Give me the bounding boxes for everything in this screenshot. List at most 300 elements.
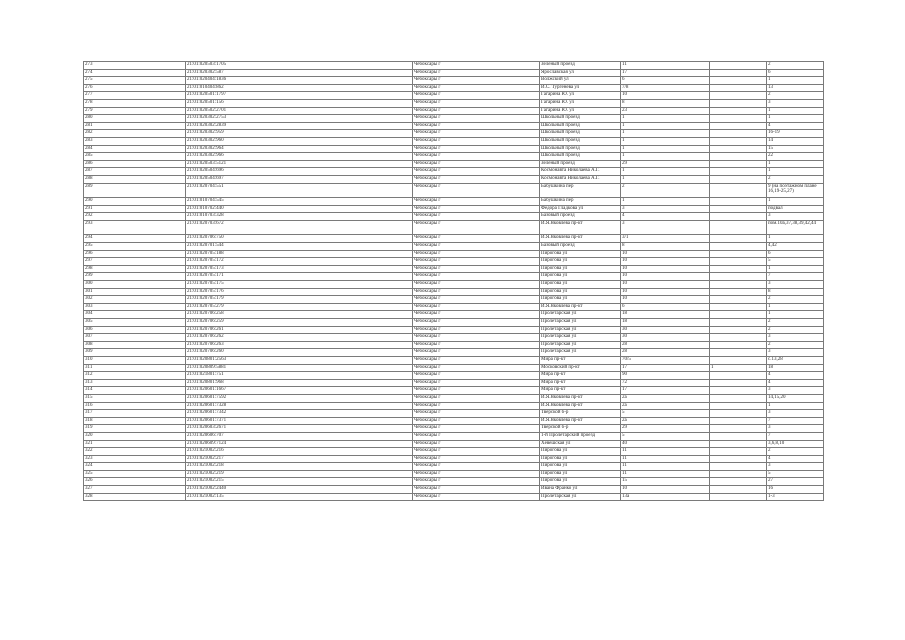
apartment-cell: 16 <box>767 486 824 494</box>
house-cell: 17 <box>621 364 710 372</box>
apartment-cell: 4 <box>767 379 824 387</box>
building-cell <box>710 478 767 486</box>
building-cell <box>710 92 767 100</box>
table-row <box>84 478 824 486</box>
street-cell: Ярославская ул <box>540 69 621 77</box>
row-number-cell: 274 <box>84 69 186 77</box>
cadastral-number-cell: 21:01:010703:328 <box>186 213 413 221</box>
row-number-cell: 302 <box>84 296 186 304</box>
cadastral-number-cell: 21:01:010704:545 <box>186 198 413 206</box>
row-number-cell: 289 <box>84 183 186 198</box>
cadastral-number-cell: 21:01:020404:1836 <box>186 77 413 85</box>
row-number-cell: 300 <box>84 281 186 289</box>
street-cell: Пролетарская ул <box>540 311 621 319</box>
row-number-cell: 314 <box>84 387 186 395</box>
building-cell <box>710 463 767 471</box>
building-cell <box>710 220 767 235</box>
table-row <box>84 394 824 402</box>
city-cell: Чебоксары г <box>413 402 540 410</box>
street-cell: Пирогова ул <box>540 296 621 304</box>
row-number-cell: 303 <box>84 303 186 311</box>
row-number-cell: 298 <box>84 265 186 273</box>
apartment-cell: 1-3 <box>767 493 824 501</box>
city-cell: Чебоксары г <box>413 62 540 70</box>
house-cell: 8 <box>621 99 710 107</box>
house-cell: 2а <box>621 394 710 402</box>
cadastral-number-cell: 21:01:020503:5121 <box>186 160 413 168</box>
house-cell: 7/8 <box>621 84 710 92</box>
apartment-cell: 3 <box>767 387 824 395</box>
street-cell: Пирогова ул <box>540 478 621 486</box>
street-cell: Пирогова ул <box>540 455 621 463</box>
house-cell: 30 <box>621 334 710 342</box>
cadastral-number-cell: 21:01:020705:175 <box>186 281 413 289</box>
street-cell: Пролетарская ул <box>540 341 621 349</box>
city-cell: Чебоксары г <box>413 478 540 486</box>
table-row <box>84 311 824 319</box>
building-cell <box>710 84 767 92</box>
apartment-cell: 7 <box>767 417 824 425</box>
cadastral-number-cell: 21:01:020502:2701 <box>186 107 413 115</box>
building-cell <box>710 175 767 183</box>
city-cell: Чебоксары г <box>413 326 540 334</box>
building-cell <box>710 250 767 258</box>
table-row <box>84 250 824 258</box>
house-cell: 30 <box>621 326 710 334</box>
row-number-cell: 324 <box>84 463 186 471</box>
building-cell <box>710 183 767 198</box>
table-row <box>84 387 824 395</box>
apartment-cell: 2 <box>767 448 824 456</box>
building-cell <box>710 425 767 433</box>
house-cell: 1 <box>621 137 710 145</box>
table-row <box>84 334 824 342</box>
apartment-cell: 3 <box>767 99 824 107</box>
building-cell <box>710 470 767 478</box>
cadastral-number-cell: 21:01:010404:862 <box>186 84 413 92</box>
table-row <box>84 364 824 372</box>
table-row <box>84 425 824 433</box>
city-cell: Чебоксары г <box>413 130 540 138</box>
row-number-cell: 295 <box>84 243 186 251</box>
table-row <box>84 265 824 273</box>
table-row <box>84 183 824 198</box>
building-cell <box>710 99 767 107</box>
table-row <box>84 243 824 251</box>
table-row <box>84 296 824 304</box>
city-cell: Чебоксары г <box>413 455 540 463</box>
row-number-cell: 278 <box>84 99 186 107</box>
apartment-cell: 3 <box>767 410 824 418</box>
house-cell: 8 <box>621 243 710 251</box>
city-cell: Чебоксары г <box>413 448 540 456</box>
row-number-cell: 319 <box>84 425 186 433</box>
house-cell: 11 <box>621 448 710 456</box>
city-cell: Чебоксары г <box>413 122 540 130</box>
row-number-cell: 281 <box>84 122 186 130</box>
building-cell <box>710 168 767 176</box>
house-cell: 1 <box>621 198 710 206</box>
house-cell: 1 <box>621 145 710 153</box>
street-cell: И.Я.Яковлева пр-кт <box>540 417 621 425</box>
city-cell: Чебоксары г <box>413 311 540 319</box>
apartment-cell: 1 <box>767 77 824 85</box>
house-cell: 10 <box>621 265 710 273</box>
building-cell <box>710 153 767 161</box>
house-cell: 10 <box>621 288 710 296</box>
row-number-cell: 305 <box>84 319 186 327</box>
building-cell <box>710 448 767 456</box>
street-cell: Мира пр-кт <box>540 356 621 364</box>
apartment-cell: 1 <box>767 115 824 123</box>
row-number-cell: 306 <box>84 326 186 334</box>
street-cell: Школьный проезд <box>540 145 621 153</box>
house-cell: 1 <box>621 115 710 123</box>
building-cell <box>710 303 767 311</box>
street-cell: Гагарина Ю. ул <box>540 92 621 100</box>
street-cell: Мира пр-кт <box>540 387 621 395</box>
building-cell: 1 <box>710 364 767 372</box>
cadastral-number-cell: 21:01:020705:188 <box>186 250 413 258</box>
cadastral-number-cell: 21:01:020705:171 <box>186 273 413 281</box>
apartment-cell: 4 <box>767 455 824 463</box>
street-cell: Пирогова ул <box>540 281 621 289</box>
table-row <box>84 145 824 153</box>
table-row <box>84 349 824 357</box>
table-row <box>84 273 824 281</box>
apartment-cell: 3 <box>767 425 824 433</box>
house-cell: 10 <box>621 296 710 304</box>
apartment-cell: 3 <box>767 213 824 221</box>
city-cell: Чебоксары г <box>413 145 540 153</box>
row-number-cell: 286 <box>84 160 186 168</box>
building-cell <box>710 137 767 145</box>
building-cell <box>710 130 767 138</box>
registry-table-body <box>84 62 824 501</box>
building-cell <box>710 356 767 364</box>
cadastral-number-cell: 21:01:020302:964 <box>186 145 413 153</box>
house-cell: 17 <box>621 387 710 395</box>
building-cell <box>710 160 767 168</box>
street-cell: Школьный проезд <box>540 115 621 123</box>
street-cell: Волжский ул <box>540 77 621 85</box>
city-cell: Чебоксары г <box>413 486 540 494</box>
cadastral-number-cell: 21:01:020601:7342 <box>186 410 413 418</box>
apartment-cell: 1 <box>767 311 824 319</box>
cadastral-number-cell: 21:01:020302:2839 <box>186 122 413 130</box>
house-cell: 1 <box>621 130 710 138</box>
street-cell: И.Я.Яковлева пр-кт <box>540 220 621 235</box>
cadastral-number-cell: 21:01:020706:263 <box>186 341 413 349</box>
cadastral-number-cell: 21:01:021801:751 <box>186 372 413 380</box>
apartment-cell: 7 <box>767 432 824 440</box>
building-cell <box>710 387 767 395</box>
apartment-cell: 1 <box>767 303 824 311</box>
table-row <box>84 463 824 471</box>
building-cell <box>710 258 767 266</box>
apartment-cell: 3 <box>767 463 824 471</box>
cadastral-number-cell: 21:01:020706:262 <box>186 334 413 342</box>
table-row <box>84 137 824 145</box>
street-cell: Московский пр-кт <box>540 364 621 372</box>
apartment-cell: подвал <box>767 205 824 213</box>
city-cell: Чебоксары г <box>413 394 540 402</box>
row-number-cell: 323 <box>84 455 186 463</box>
house-cell: 40 <box>621 440 710 448</box>
house-cell: 10 <box>621 92 710 100</box>
row-number-cell: 317 <box>84 410 186 418</box>
building-cell <box>710 326 767 334</box>
apartment-cell: 5 <box>767 258 824 266</box>
street-cell: Пролетарская ул <box>540 349 621 357</box>
city-cell: Чебоксары г <box>413 183 540 198</box>
table-row <box>84 356 824 364</box>
apartment-cell: 2 <box>767 175 824 183</box>
row-number-cell: 326 <box>84 478 186 486</box>
house-cell: 10 <box>621 258 710 266</box>
apartment-cell: 15 <box>767 145 824 153</box>
house-cell: 10 <box>621 250 710 258</box>
cadastral-number-cell: 21:01:020302:959 <box>186 130 413 138</box>
row-number-cell: 291 <box>84 205 186 213</box>
row-number-cell: 277 <box>84 92 186 100</box>
row-number-cell: 328 <box>84 493 186 501</box>
apartment-cell: 3 <box>767 281 824 289</box>
house-cell: 10 <box>621 486 710 494</box>
cadastral-number-cell: 21:01:020704:551 <box>186 183 413 198</box>
city-cell: Чебоксары г <box>413 92 540 100</box>
building-cell <box>710 115 767 123</box>
cadastral-number-cell: 21:01:020705:172 <box>186 258 413 266</box>
city-cell: Чебоксары г <box>413 220 540 235</box>
apartment-cell: с.13,28 <box>767 356 824 364</box>
house-cell: 3 <box>621 220 710 235</box>
cadastral-number-cell: 21:01:020705:176 <box>186 288 413 296</box>
table-row <box>84 198 824 206</box>
table-row <box>84 402 824 410</box>
street-cell: Базовый проезд <box>540 213 621 221</box>
street-cell: Пирогова ул <box>540 288 621 296</box>
apartment-cell: 22 <box>767 153 824 161</box>
house-cell: 11 <box>621 470 710 478</box>
table-row <box>84 432 824 440</box>
row-number-cell: 280 <box>84 115 186 123</box>
building-cell <box>710 69 767 77</box>
city-cell: Чебоксары г <box>413 243 540 251</box>
street-cell: Пролетарская ул <box>540 334 621 342</box>
row-number-cell: 327 <box>84 486 186 494</box>
table-row <box>84 486 824 494</box>
house-cell: 5 <box>621 410 710 418</box>
cadastral-number-cell: 21:01:020809:5881 <box>186 364 413 372</box>
house-cell: 1 <box>621 175 710 183</box>
row-number-cell: 275 <box>84 77 186 85</box>
city-cell: Чебоксары г <box>413 115 540 123</box>
apartment-cell: 4,42 <box>767 243 824 251</box>
building-cell <box>710 145 767 153</box>
building-cell <box>710 379 767 387</box>
building-cell <box>710 213 767 221</box>
cadastral-number-cell: 21:01:021002:217 <box>186 455 413 463</box>
street-cell: 1-й Пролетарский проезд <box>540 432 621 440</box>
street-cell: И.Я.Яковлева пр-кт <box>540 394 621 402</box>
building-cell <box>710 493 767 501</box>
city-cell: Чебоксары г <box>413 137 540 145</box>
cadastral-number-cell: 21:01:020705:279 <box>186 303 413 311</box>
cadastral-number-cell: 21:01:020701:544 <box>186 243 413 251</box>
row-number-cell: 313 <box>84 379 186 387</box>
city-cell: Чебоксары г <box>413 281 540 289</box>
city-cell: Чебоксары г <box>413 168 540 176</box>
building-cell <box>710 122 767 130</box>
apartment-cell: 3 <box>767 334 824 342</box>
building-cell <box>710 296 767 304</box>
building-cell <box>710 394 767 402</box>
row-number-cell: 301 <box>84 288 186 296</box>
city-cell: Чебоксары г <box>413 387 540 395</box>
city-cell: Чебоксары г <box>413 410 540 418</box>
city-cell: Чебоксары г <box>413 440 540 448</box>
row-number-cell: 308 <box>84 341 186 349</box>
building-cell <box>710 372 767 380</box>
street-cell: Мира пр-кт <box>540 379 621 387</box>
cadastral-number-cell: 21:01:020603:2671 <box>186 425 413 433</box>
apartment-cell: 14 <box>767 137 824 145</box>
cadastral-number-cell: 21:01:020606:707 <box>186 432 413 440</box>
building-cell <box>710 288 767 296</box>
street-cell: И.Я.Яковлева пр-кт <box>540 303 621 311</box>
apartment-cell: 1 <box>767 402 824 410</box>
city-cell: Чебоксары г <box>413 99 540 107</box>
street-cell: Школьный проезд <box>540 130 621 138</box>
street-cell: Зеленый проезд <box>540 62 621 70</box>
row-number-cell: 287 <box>84 168 186 176</box>
row-number-cell: 284 <box>84 145 186 153</box>
apartment-cell: 27 <box>767 478 824 486</box>
building-cell <box>710 349 767 357</box>
city-cell: Чебоксары г <box>413 213 540 221</box>
city-cell: Чебоксары г <box>413 470 540 478</box>
row-number-cell: 321 <box>84 440 186 448</box>
street-cell: Бабушкина пер <box>540 198 621 206</box>
house-cell: 2а <box>621 402 710 410</box>
street-cell: И.Я.Яковлева пр-кт <box>540 402 621 410</box>
table-row <box>84 440 824 448</box>
table-row <box>84 258 824 266</box>
apartment-cell: 3,6,8,10 <box>767 440 824 448</box>
building-cell <box>710 417 767 425</box>
house-cell: 2а <box>621 417 710 425</box>
building-cell <box>710 107 767 115</box>
street-cell: Тверской б-р <box>540 425 621 433</box>
row-number-cell: 320 <box>84 432 186 440</box>
cadastral-number-cell: 21:01:020601:7371 <box>186 417 413 425</box>
table-row <box>84 205 824 213</box>
cadastral-number-cell: 21:01:010702:440 <box>186 205 413 213</box>
house-cell: 1 <box>621 153 710 161</box>
street-cell: Космонавта Николаева А.Г. <box>540 168 621 176</box>
building-cell <box>710 77 767 85</box>
street-cell: Пирогова ул <box>540 463 621 471</box>
row-number-cell: 309 <box>84 349 186 357</box>
apartment-cell: 14,15,20 <box>767 394 824 402</box>
table-row <box>84 99 824 107</box>
cadastral-number-cell: 21:01:021002:218 <box>186 463 413 471</box>
city-cell: Чебоксары г <box>413 493 540 501</box>
house-cell: 28 <box>621 341 710 349</box>
house-cell: 29 <box>621 160 710 168</box>
cadastral-number-cell: 21:01:020706:258 <box>186 311 413 319</box>
table-row <box>84 175 824 183</box>
street-cell: Пролетарская ул <box>540 319 621 327</box>
house-cell: 6 <box>621 77 710 85</box>
cadastral-number-cell: 21:01:021002:215 <box>186 478 413 486</box>
cadastral-number-cell: 21:01:020703:672 <box>186 220 413 235</box>
city-cell: Чебоксары г <box>413 84 540 92</box>
apartment-cell: 2 <box>767 341 824 349</box>
street-cell: Базовый проезд <box>540 243 621 251</box>
apartment-cell: 1 <box>767 235 824 243</box>
building-cell <box>710 410 767 418</box>
building-cell <box>710 319 767 327</box>
building-cell <box>710 273 767 281</box>
city-cell: Чебоксары г <box>413 153 540 161</box>
cadastral-number-cell: 21:01:020601:7328 <box>186 402 413 410</box>
row-number-cell: 315 <box>84 394 186 402</box>
house-cell: 23 <box>621 107 710 115</box>
building-cell <box>710 455 767 463</box>
house-cell: 29 <box>621 425 710 433</box>
apartment-cell: 13 <box>767 84 824 92</box>
table-row <box>84 417 824 425</box>
table-row <box>84 153 824 161</box>
city-cell: Чебоксары г <box>413 107 540 115</box>
row-number-cell: 304 <box>84 311 186 319</box>
table-row <box>84 288 824 296</box>
row-number-cell: 299 <box>84 273 186 281</box>
city-cell: Чебоксары г <box>413 432 540 440</box>
city-cell: Чебоксары г <box>413 160 540 168</box>
street-cell: Пролетарская ул <box>540 326 621 334</box>
cadastral-number-cell: 21:01:020302:966 <box>186 153 413 161</box>
apartment-cell: 2 <box>767 319 824 327</box>
street-cell: Федора Гладкова ул <box>540 205 621 213</box>
cadastral-number-cell: 21:01:020302:960 <box>186 137 413 145</box>
apartment-cell: 1 <box>767 160 824 168</box>
building-cell <box>710 235 767 243</box>
apartment-cell: 7 <box>767 273 824 281</box>
street-cell: Школьный проезд <box>540 137 621 145</box>
row-number-cell: 318 <box>84 417 186 425</box>
street-cell: Школьный проезд <box>540 153 621 161</box>
street-cell: Гагарина Ю. ул <box>540 107 621 115</box>
street-cell: И.С. Тургенева ул <box>540 84 621 92</box>
building-cell <box>710 311 767 319</box>
row-number-cell: 292 <box>84 213 186 221</box>
city-cell: Чебоксары г <box>413 425 540 433</box>
cadastral-number-cell: 21:01:020504:696 <box>186 168 413 176</box>
table-row <box>84 92 824 100</box>
street-cell: Ивана Франко ул <box>540 486 621 494</box>
table-row <box>84 122 824 130</box>
table-row <box>84 168 824 176</box>
row-number-cell: 307 <box>84 334 186 342</box>
street-cell: Хевешская ул <box>540 440 621 448</box>
house-cell: 1 <box>621 122 710 130</box>
table-row <box>84 130 824 138</box>
city-cell: Чебоксары г <box>413 319 540 327</box>
table-row <box>84 493 824 501</box>
